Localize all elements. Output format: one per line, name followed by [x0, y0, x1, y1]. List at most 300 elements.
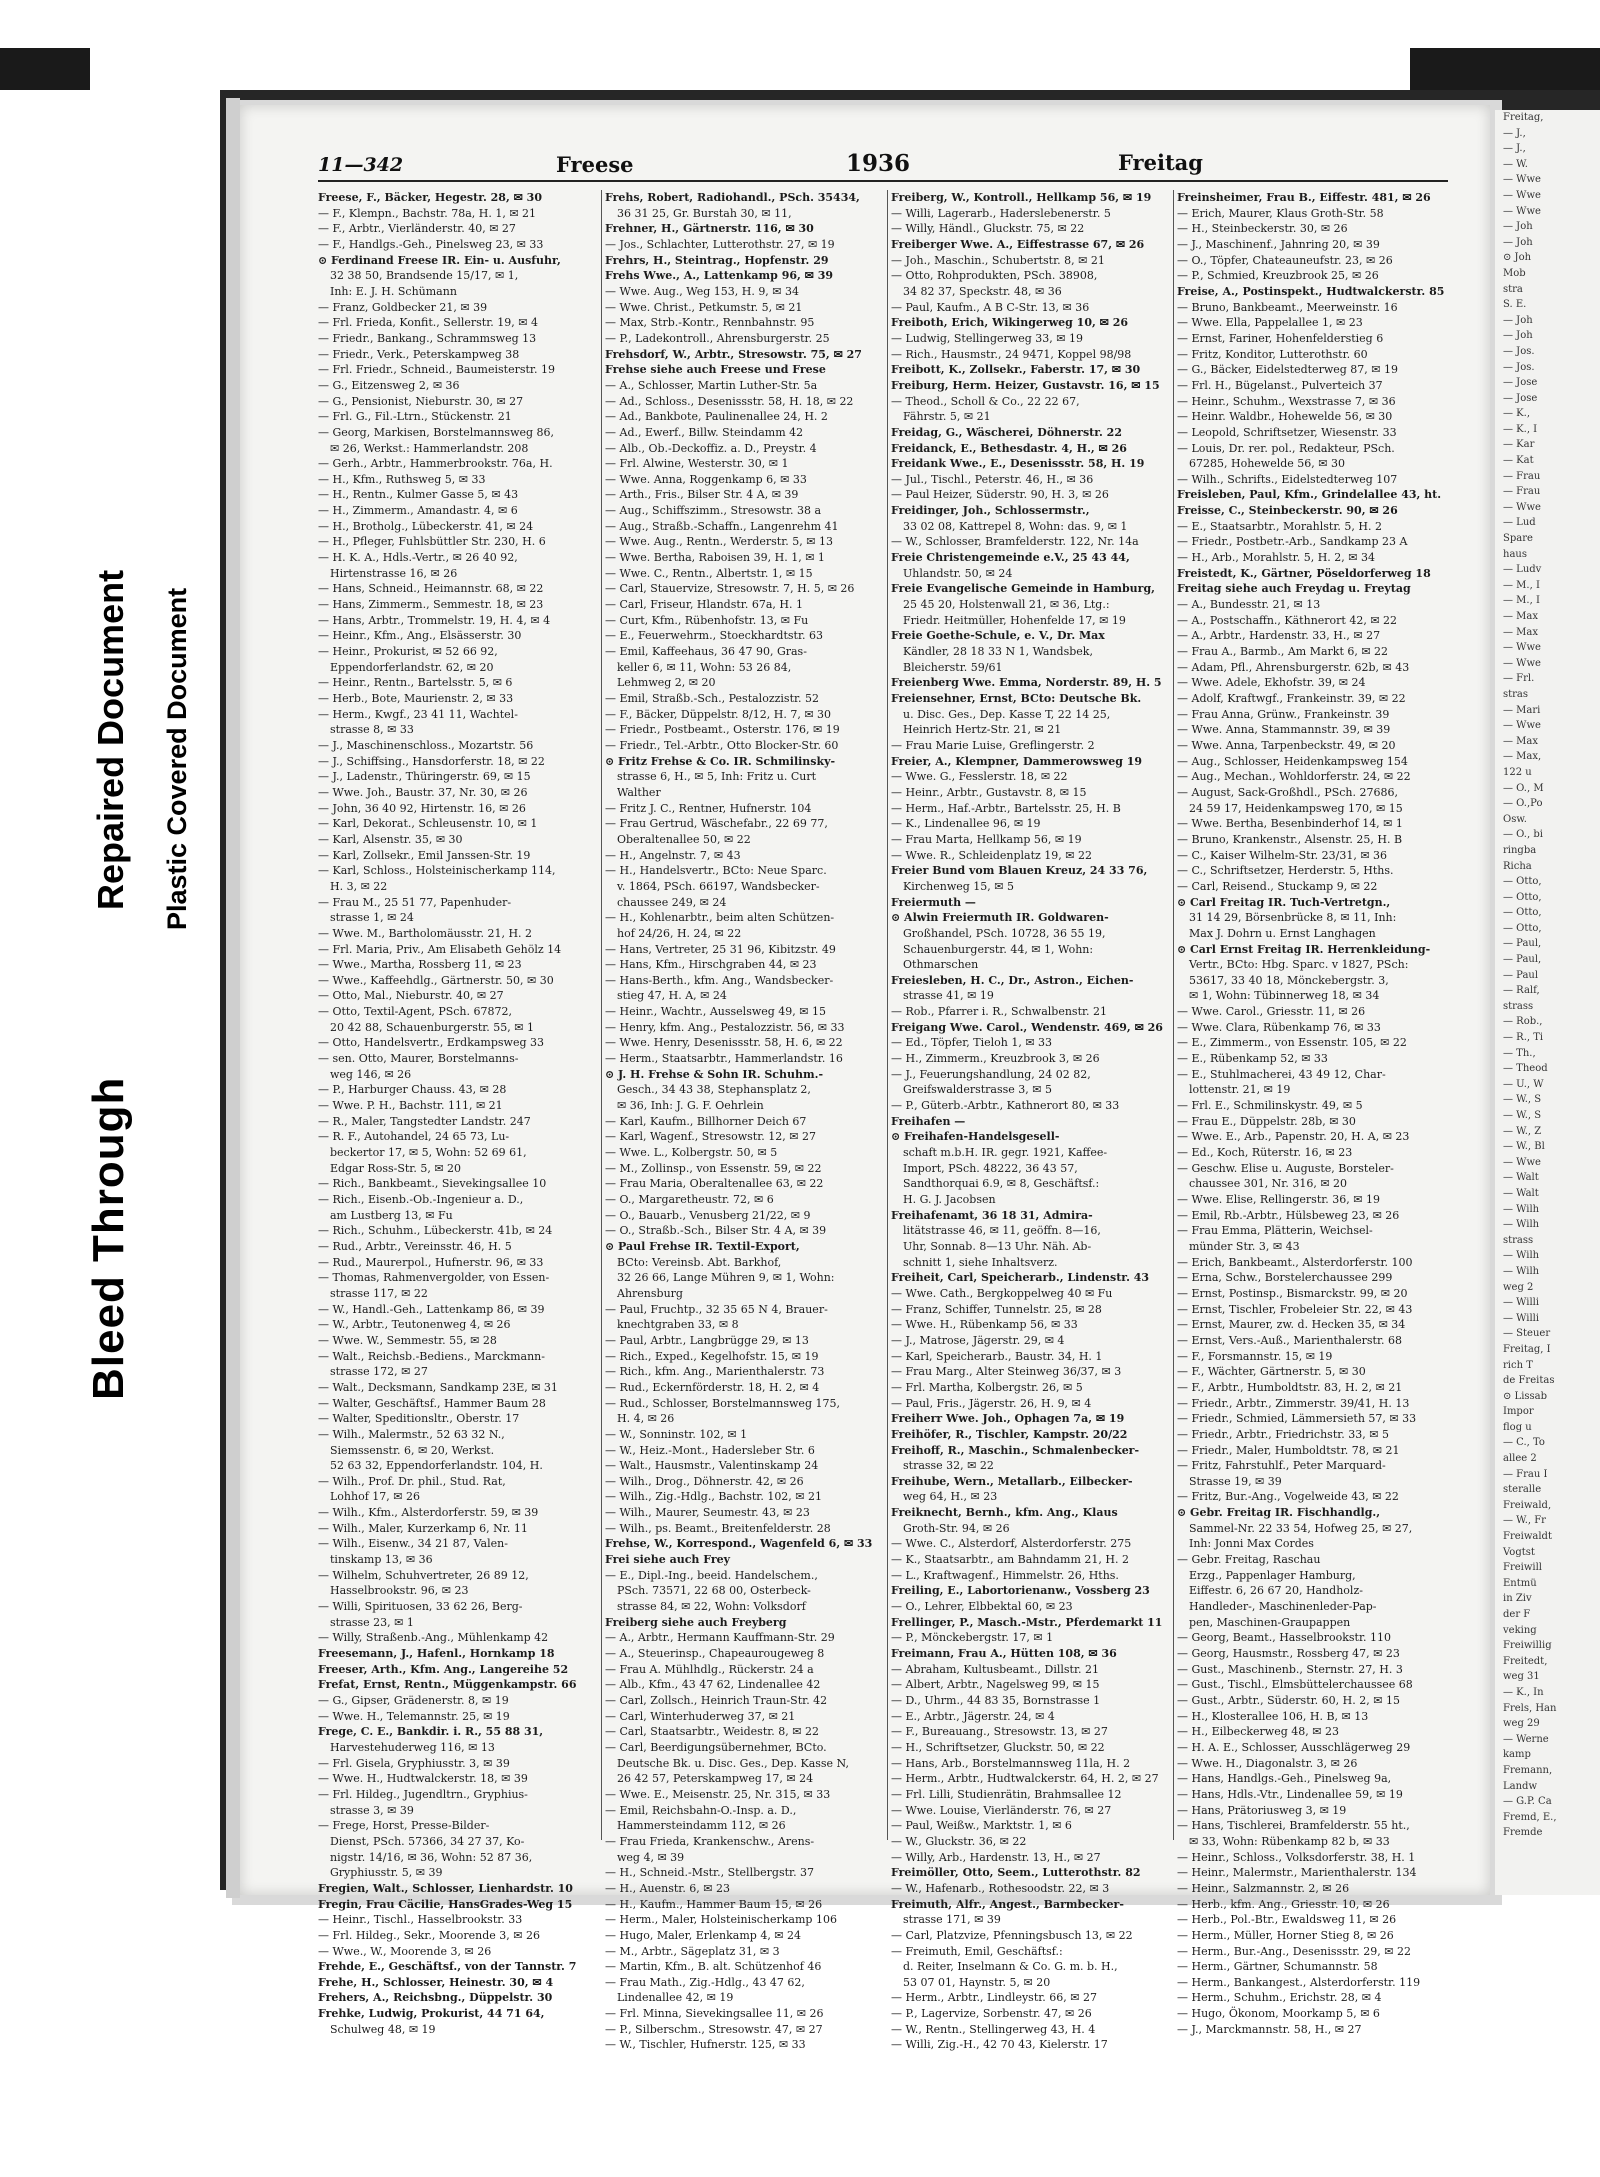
- directory-entry: Freistedt, K., Gärtner, Pöseldorferweg 18: [1177, 566, 1431, 580]
- directory-entry: Freisse, C., Steinbeckerstr. 90, ✉ 26: [1177, 504, 1398, 518]
- directory-entry: — Friedr., Bankang., Schrammsweg 13: [318, 331, 537, 345]
- directory-entry: — Theod., Scholl & Co., 22 22 67,: [891, 394, 1080, 408]
- next-page-entry-fragment: — U., W: [1503, 1078, 1544, 1090]
- directory-entry: stieg 47, H. A, ✉ 24: [617, 989, 727, 1003]
- directory-entry: — J., Matrose, Jägerstr. 29, ✉ 4: [891, 1333, 1065, 1347]
- directory-entry: Frehs Wwe., A., Lattenkamp 96, ✉ 39: [605, 269, 834, 283]
- directory-entry: 53617, 33 40 18, Mönckebergstr. 3,: [1189, 973, 1389, 987]
- directory-entry: chaussee 249, ✉ 24: [617, 895, 727, 909]
- directory-entry: Hirtenstrasse 16, ✉ 26: [330, 566, 458, 580]
- directory-entry: Frehse siehe auch Freese und Frese: [605, 363, 826, 377]
- directory-entry: — Frl. Friedr., Schneid., Baumeisterstr. 19: [318, 363, 555, 377]
- directory-entry: — Bruno, Bankbeamt., Meerweinstr. 16: [1177, 300, 1398, 314]
- directory-entry: Freiheit, Carl, Speicherarb., Lindenstr. 43: [891, 1271, 1150, 1285]
- directory-entry: — G., Bäcker, Eidelstedterweg 87, ✉ 19: [1177, 363, 1398, 377]
- next-page-entry-fragment: weg 31: [1503, 1671, 1540, 1683]
- next-page-entry-fragment: ⊙ Joh: [1503, 252, 1532, 264]
- directory-entry: Frei siehe auch Frey: [605, 1553, 731, 1567]
- directory-entry: — Frau Math., Zig.-Hdlg., 43 47 62,: [605, 1975, 805, 1989]
- header-last-word: Freitag: [1118, 150, 1203, 175]
- directory-entry: — Rud., Arbtr., Vereinsstr. 46, H. 5: [318, 1239, 512, 1253]
- next-page-entry-fragment: — R., Ti: [1503, 1032, 1544, 1044]
- column-2: [605, 190, 881, 2052]
- directory-entry: — H., Kohlenarbtr., beim alten Schützen-: [605, 911, 835, 925]
- directory-entry: — Erich, Maurer, Klaus Groth-Str. 58: [1177, 206, 1384, 220]
- directory-entry: — Frl. Martha, Kolbergstr. 26, ✉ 5: [891, 1380, 1083, 1394]
- directory-entry: Harvestehuderweg 116, ✉ 13: [330, 1740, 495, 1754]
- directory-entry: — Carl, Platzvize, Pfenningsbusch 13, ✉ 22: [891, 1928, 1133, 1942]
- directory-entry: Handleder-, Maschinenleder-Pap-: [1189, 1600, 1377, 1614]
- directory-entry: Eiffestr. 6, 26 67 20, Handholz-: [1189, 1584, 1363, 1598]
- directory-entry: Lohhof 17, ✉ 26: [330, 1490, 420, 1504]
- directory-entry: — H., Klosterallee 106, H. B, ✉ 13: [1177, 1709, 1369, 1723]
- next-page-entry-fragment: — C., To: [1503, 1437, 1545, 1449]
- directory-entry: ⊙ Ferdinand Freese IR. Ein- u. Ausfuhr,: [318, 253, 561, 267]
- directory-entry: — H., Zimmerm., Amandastr. 4, ✉ 6: [318, 504, 518, 518]
- next-page-entry-fragment: — Frau I: [1503, 1468, 1548, 1480]
- directory-entry: — Wilh., Maurer, Seumestr. 43, ✉ 23: [605, 1506, 810, 1520]
- directory-entry: — Wwe. C., Rentn., Albertstr. 1, ✉ 15: [605, 566, 813, 580]
- directory-entry: Inh: Jonni Max Cordes: [1189, 1537, 1314, 1551]
- next-page-entry-fragment: Fremd, E.,: [1503, 1811, 1557, 1823]
- directory-entry: — Ad., Bankbote, Paulinenallee 24, H. 2: [605, 410, 828, 424]
- directory-entry: strasse 171, ✉ 39: [903, 1913, 1001, 1927]
- directory-entry: Frehke, Ludwig, Prokurist, 44 71 64,: [318, 2007, 545, 2021]
- directory-entry: — J., Schiffsing., Hansdorferstr. 18, ✉ 22: [318, 754, 545, 768]
- directory-entry: ⊙ Alwin Freiermuth IR. Goldwaren-: [891, 911, 1109, 925]
- directory-entry: — P., Mönckebergstr. 17, ✉ 1: [891, 1631, 1054, 1645]
- directory-entry: Freiesleben, H. C., Dr., Astron., Eichen-: [891, 973, 1134, 987]
- page-edge: [226, 98, 240, 1898]
- directory-entry: — D., Uhrm., 44 83 35, Bornstrasse 1: [891, 1694, 1101, 1707]
- directory-entry: — Joh., Maschin., Schubertstr. 8, ✉ 21: [891, 253, 1105, 267]
- next-page-entry-fragment: — K., I: [1503, 423, 1538, 435]
- next-page-entry-fragment: Freiwill: [1503, 1562, 1542, 1574]
- directory-entry: — Walter, Geschäftsf., Hammer Baum 28: [318, 1396, 546, 1410]
- directory-entry: — Rich., Hausmstr., 24 9471, Koppel 98/98: [891, 347, 1132, 361]
- directory-entry: — Frau Marie Luise, Greflingerstr. 2: [891, 738, 1095, 752]
- directory-entry: Freidag, G., Wäscherei, Döhnerstr. 22: [891, 425, 1122, 439]
- next-page-entry-fragment: — Wilh: [1503, 1219, 1540, 1231]
- directory-entry: Frefat, Ernst, Rentn., Müggenkampstr. 66: [318, 1678, 577, 1692]
- directory-entry: — Walt., Reichsb.-Bediens., Marckmann-: [318, 1349, 545, 1363]
- directory-entry: — Wwe. Bertha, Besenbinderhof 14, ✉ 1: [1177, 817, 1403, 831]
- directory-entry: weg 4, ✉ 39: [617, 1850, 685, 1864]
- directory-entry: — Wwe. Aug., Rentn., Werderstr. 5, ✉ 13: [605, 535, 833, 549]
- directory-entry: — Friedr., Postbeamt., Osterstr. 176, ✉ 19: [605, 723, 840, 737]
- directory-entry: — P., Güterb.-Arbtr., Kathnerort 80, ✉ 33: [891, 1099, 1120, 1113]
- directory-entry: Freidinger, Joh., Schlossermstr.,: [891, 504, 1090, 518]
- next-page-entry-fragment: stras: [1503, 688, 1529, 700]
- directory-entry: — Friedr., Schmied, Lämmersieth 57, ✉ 33: [1177, 1412, 1417, 1426]
- directory-entry: Freiberger Wwe. A., Eiffestrasse 67, ✉ 26: [891, 237, 1145, 251]
- directory-entry: — Wilh., Schrifts., Eidelstedterweg 107: [1177, 472, 1398, 486]
- directory-entry: — Friedr., Tel.-Arbtr., Otto Blocker-Str. 60: [605, 738, 839, 752]
- directory-entry: — J., Marckmannstr. 58, H., ✉ 27: [1177, 2022, 1362, 2036]
- directory-entry: — F., Forsmannstr. 15, ✉ 19: [1177, 1349, 1333, 1363]
- directory-entry: — O., Margaretheustr. 72, ✉ 6: [605, 1193, 774, 1206]
- directory-entry: 34 82 37, Speckstr. 48, ✉ 36: [903, 284, 1062, 298]
- directory-entry: — Heinr., Schuhm., Wexstrasse 7, ✉ 36: [1177, 394, 1396, 408]
- directory-entry: Lindenallee 42, ✉ 19: [617, 1991, 734, 2005]
- column-4: [1177, 190, 1453, 2036]
- directory-entry: — Gust., Tischl., Elmsbüttelerchaussee 68: [1177, 1678, 1413, 1692]
- next-page-entry-fragment: — Frl.: [1503, 673, 1535, 685]
- directory-entry: Schulweg 48, ✉ 19: [330, 2022, 436, 2036]
- directory-entry: — Ed., Töpfer, Tieloh 1, ✉ 33: [891, 1036, 1053, 1050]
- directory-entry: — Albert, Arbtr., Nagelsweg 99, ✉ 15: [891, 1678, 1100, 1692]
- directory-entry: — Arth., Fris., Bilser Str. 4 A, ✉ 39: [605, 488, 799, 502]
- directory-entry: — Herb., Bote, Maurienstr. 2, ✉ 33: [318, 692, 514, 705]
- directory-entry: — Fritz, Fahrstuhlf., Peter Marquard-: [1177, 1459, 1386, 1473]
- directory-entry: — H., Pfleger, Fuhlsbüttler Str. 230, H. 6: [318, 535, 546, 549]
- directory-entry: — Wwe. Henry, Desenissstr. 58, H. 6, ✉ 22: [605, 1036, 843, 1050]
- directory-entry: — Herm., Arbtr., Lindleystr. 66, ✉ 27: [891, 1991, 1097, 2005]
- directory-entry: Friedr. Heitmüller, Hohenfelde 17, ✉ 19: [903, 613, 1126, 627]
- directory-entry: — Paul, Fruchtp., 32 35 65 N 4, Brauer-: [605, 1302, 828, 1316]
- directory-entry: Walther: [617, 785, 661, 799]
- directory-entry: — Wwe. Ella, Pappelallee 1, ✉ 23: [1177, 316, 1363, 330]
- directory-entry: — Herm., Haf.-Arbtr., Bartelsstr. 25, H. B: [891, 801, 1121, 815]
- directory-entry: Hammersteindamm 112, ✉ 26: [617, 1819, 786, 1833]
- directory-entry: — Wwe. H., Hudtwalckerstr. 18, ✉ 39: [318, 1772, 528, 1786]
- directory-entry: — Hans, Handlgs.-Geh., Pinelsweg 9a,: [1177, 1772, 1392, 1786]
- directory-entry: — Gebr. Freitag, Raschau: [1177, 1553, 1321, 1567]
- next-page-entry-fragment: steralle: [1503, 1484, 1542, 1496]
- directory-entry: 36 31 25, Gr. Burstah 30, ✉ 11,: [617, 206, 792, 220]
- directory-entry: — K., Staatsarbtr., am Bahndamm 21, H. 2: [891, 1553, 1129, 1567]
- next-page-entry-fragment: Vogtst: [1503, 1546, 1535, 1558]
- scan-top-gap: [90, 48, 1410, 90]
- directory-entry: — E., Rübenkamp 52, ✉ 33: [1177, 1052, 1328, 1066]
- directory-entry: — Wilh., Prof. Dr. phil., Stud. Rat,: [318, 1474, 506, 1488]
- next-page-entry-fragment: Fremann,: [1503, 1764, 1553, 1776]
- directory-entry: — Karl, Kaufm., Billhorner Deich 67: [605, 1114, 807, 1128]
- directory-entry: — Ernst, Fariner, Hohenfelderstieg 6: [1177, 331, 1384, 345]
- directory-entry: — H., Auenstr. 6, ✉ 23: [605, 1881, 731, 1895]
- next-page-entry-fragment: Freiwillig: [1503, 1640, 1552, 1652]
- next-page-entry-fragment: — Wwe: [1503, 642, 1541, 654]
- directory-entry: H. 4, ✉ 26: [617, 1412, 675, 1426]
- next-page-entry-fragment: Impor: [1503, 1406, 1534, 1418]
- directory-entry: — Wilh., ps. Beamt., Breitenfelderstr. 28: [605, 1521, 831, 1535]
- directory-entry: 20 42 88, Schauenburgerstr. 55, ✉ 1: [330, 1020, 534, 1034]
- next-page-entry-fragment: — W., Fr: [1503, 1515, 1546, 1527]
- next-page-entry-fragment: — Th.,: [1503, 1047, 1536, 1059]
- directory-entry: 53 07 01, Haynstr. 5, ✉ 20: [903, 1975, 1051, 1989]
- directory-entry: — Adolf, Kraftwgf., Frankeinstr. 39, ✉ 22: [1177, 692, 1406, 705]
- directory-entry: Freiling, E., Labortorienanw., Vossberg 23: [891, 1584, 1150, 1598]
- next-page-entry-fragment: Freitag, I: [1503, 1343, 1551, 1355]
- directory-entry: — Wwe. M., Bartholomäusstr. 21, H. 2: [318, 926, 533, 940]
- directory-entry: — Wwe. Joh., Baustr. 37, Nr. 30, ✉ 26: [318, 785, 528, 799]
- directory-entry: nigstr. 14/16, ✉ 36, Wohn: 52 87 36,: [330, 1850, 533, 1864]
- directory-entry: — Rud., Maurerpol., Hufnerstr. 96, ✉ 33: [318, 1255, 544, 1269]
- header-rule: [318, 180, 1448, 182]
- next-page-entry-fragment: rich T: [1503, 1359, 1533, 1371]
- directory-entry: — Otto, Handelsvertr., Erdkampsweg 33: [318, 1036, 544, 1050]
- directory-entry: — Heinr., Salzmannstr. 2, ✉ 26: [1177, 1881, 1350, 1895]
- page-number: 11—342: [318, 154, 404, 176]
- directory-entry: — Karl, Alsenstr. 35, ✉ 30: [318, 832, 463, 846]
- directory-entry: — Friedr., Arbtr., Friedrichstr. 33, ✉ 5: [1177, 1427, 1389, 1441]
- directory-entry: 33 02 08, Kattrepel 8, Wohn: das. 9, ✉ 1: [903, 519, 1128, 533]
- directory-entry: — Hans, Zimmerm., Semmestr. 18, ✉ 23: [318, 598, 544, 612]
- directory-entry: — H., Schriftsetzer, Gluckstr. 50, ✉ 22: [891, 1740, 1105, 1754]
- directory-entry: — Wwe. H., Telemannstr. 25, ✉ 19: [318, 1709, 510, 1723]
- directory-entry: — Franz, Goldbecker 21, ✉ 39: [318, 300, 488, 314]
- next-page-entry-fragment: — W., Bl: [1503, 1141, 1545, 1153]
- directory-entry: 52 63 32, Eppendorferlandstr. 104, H.: [330, 1459, 543, 1473]
- directory-entry: — C., Schriftsetzer, Herderstr. 5, Hths.: [1177, 864, 1394, 878]
- next-page-entry-fragment: — O., M: [1503, 782, 1544, 794]
- directory-entry: — Hans, Prätoriusweg 3, ✉ 19: [1177, 1803, 1347, 1817]
- directory-entry: Freihöfer, R., Tischler, Kampstr. 20/22: [891, 1427, 1128, 1441]
- directory-entry: Freihafenamt, 36 18 31, Admira-: [891, 1208, 1093, 1222]
- directory-entry: Import, PSch. 48222, 36 43 57,: [903, 1161, 1078, 1175]
- directory-entry: — Frau E., Düppelstr. 28b, ✉ 30: [1177, 1114, 1356, 1128]
- directory-entry: — R. F., Autohandel, 24 65 73, Lu-: [318, 1130, 510, 1144]
- directory-entry: — Fritz J. C., Rentner, Hufnerstr. 104: [605, 801, 812, 815]
- directory-entry: — Ernst, Vers.-Auß., Marienthalerstr. 68: [1177, 1333, 1403, 1347]
- next-page-entry-fragment: — Paul,: [1503, 954, 1542, 966]
- directory-entry: — Carl, Stauervize, Stresowstr. 7, H. 5, ✉ 26: [605, 582, 855, 596]
- directory-entry: — Wwe. Anna, Stammannstr. 39, ✉ 39: [1177, 723, 1391, 737]
- directory-entry: — Wilhelm, Schuhvertreter, 26 89 12,: [318, 1568, 529, 1582]
- directory-entry: — Frl. Hildeg., Jugendltrn., Gryphius-: [318, 1787, 528, 1801]
- directory-entry: — Hans, Vertreter, 25 31 96, Kibitzstr. 49: [605, 942, 836, 956]
- next-page-entry-fragment: Spare: [1503, 533, 1533, 545]
- next-page-entry-fragment: — Ludv: [1503, 564, 1542, 576]
- directory-entry: — Carl, Friseur, Hlandstr. 67a, H. 1: [605, 598, 803, 612]
- next-page-entry-fragment: Fremde: [1503, 1827, 1543, 1839]
- directory-entry: — Ad., Schloss., Desenissstr. 58, H. 18, ✉ 22: [605, 394, 854, 408]
- directory-entry: — Hans, Hdls.-Vtr., Lindenallee 59, ✉ 19: [1177, 1787, 1403, 1801]
- directory-entry: — Otto, Rohprodukten, PSch. 38908,: [891, 269, 1098, 283]
- directory-entry: ⊙ Fritz Frehse & Co. IR. Schmilinsky-: [605, 754, 836, 768]
- directory-entry: — Rud., Eckernförderstr. 18, H. 2, ✉ 4: [605, 1380, 820, 1394]
- next-page-entry-fragment: Freiwaldt: [1503, 1531, 1552, 1543]
- directory-entry: Inh: E. J. H. Schümann: [330, 284, 457, 298]
- directory-entry: keller 6, ✉ 11, Wohn: 53 26 84,: [617, 660, 792, 674]
- directory-entry: — Geschw. Elise u. Auguste, Borsteler-: [1177, 1161, 1394, 1175]
- next-page-entry-fragment: — Wwe: [1503, 501, 1541, 513]
- directory-entry: Freiberg siehe auch Freyberg: [605, 1615, 787, 1629]
- directory-entry: — H., Eilbeckerweg 48, ✉ 23: [1177, 1725, 1339, 1739]
- directory-entry: — P., Ladekontroll., Ahrensburgerstr. 25: [605, 331, 830, 345]
- directory-entry: Uhlandstr. 50, ✉ 24: [903, 566, 1013, 580]
- directory-entry: — Carl, Beerdigungsübernehmer, BCto.: [605, 1740, 827, 1754]
- directory-entry: — Frau Marta, Hellkamp 56, ✉ 19: [891, 832, 1082, 846]
- directory-entry: Bleicherstr. 59/61: [903, 660, 1003, 674]
- directory-entry: Freidanck, E., Bethesdastr. 4, H., ✉ 26: [891, 441, 1127, 455]
- directory-entry: litätstrasse 46, ✉ 11, geöffn. 8—16,: [903, 1224, 1101, 1238]
- directory-entry: — Frl. Lilli, Studienrätin, Brahmsallee 12: [891, 1787, 1122, 1801]
- directory-entry: Sandthorquai 6.9, ✉ 8, Geschäftsf.:: [903, 1177, 1100, 1191]
- directory-entry: — Frl. Hildeg., Sekr., Moorende 3, ✉ 26: [318, 1928, 540, 1942]
- directory-entry: 32 38 50, Brandsende 15/17, ✉ 1,: [330, 269, 519, 283]
- directory-entry: — W., Arbtr., Teutonenweg 4, ✉ 26: [318, 1318, 511, 1332]
- directory-entry: Kändler, 28 18 33 N 1, Wandsbek,: [903, 645, 1093, 659]
- directory-entry: — F., Wächter, Gärtnerstr. 5, ✉ 30: [1177, 1365, 1366, 1379]
- directory-entry: — Hugo, Maler, Erlenkamp 4, ✉ 24: [605, 1928, 802, 1942]
- directory-entry: — A., Schlosser, Martin Luther-Str. 5a: [605, 378, 818, 392]
- annotation-labels: [80, 440, 220, 1440]
- column-divider: [601, 190, 602, 1840]
- directory-entry: Frehner, H., Gärtnerstr. 116, ✉ 30: [605, 222, 814, 236]
- directory-entry: — F., Arbtr., Vierländerstr. 40, ✉ 27: [318, 222, 516, 236]
- next-page-entry-fragment: — Paul,: [1503, 938, 1542, 950]
- next-page-entry-fragment: ringba: [1503, 844, 1537, 856]
- directory-entry: — Emil, Rb.-Arbtr., Hülsbeweg 23, ✉ 26: [1177, 1208, 1400, 1222]
- directory-entry: ✉ 26, Werkst.: Hammerlandstr. 208: [330, 441, 529, 455]
- next-page-entry-fragment: — Joh: [1503, 330, 1533, 342]
- directory-entry: — Heinr., Prokurist, ✉ 52 66 92,: [318, 645, 498, 659]
- next-page-entry-fragment: weg 2: [1503, 1281, 1534, 1293]
- directory-entry: 25 45 20, Holstenwall 21, ✉ 36, Ltg.:: [903, 598, 1110, 612]
- directory-entry: — Carl, Staatsarbtr., Weidestr. 8, ✉ 22: [605, 1725, 819, 1739]
- directory-entry: tinskamp 13, ✉ 36: [330, 1553, 433, 1567]
- directory-entry: hof 24/26, H. 24, ✉ 22: [617, 926, 742, 940]
- directory-entry: — Herm., Müller, Horner Stieg 8, ✉ 26: [1177, 1928, 1394, 1942]
- directory-entry: — Karl, Speicherarb., Baustr. 34, H. 1: [891, 1349, 1103, 1363]
- directory-entry: — E., Staatsarbtr., Morahlstr. 5, H. 2: [1177, 519, 1382, 533]
- directory-entry: — Willy, Arb., Hardenstr. 13, H., ✉ 27: [891, 1850, 1101, 1864]
- directory-entry: Othmarschen: [903, 958, 979, 972]
- directory-entry: — Carl, Zollsch., Heinrich Traun-Str. 42: [605, 1694, 828, 1707]
- directory-entry: strasse 32, ✉ 22: [903, 1459, 994, 1473]
- next-page-entry-fragment: — Max: [1503, 626, 1539, 638]
- directory-entry: Freiensehner, Ernst, BCto: Deutsche Bk.: [891, 692, 1142, 705]
- next-page-entry-fragment: — Jos.: [1503, 345, 1535, 357]
- directory-entry: Freimann, Frau A., Hütten 108, ✉ 36: [891, 1647, 1117, 1661]
- directory-entry: strasse 172, ✉ 27: [330, 1365, 428, 1379]
- directory-entry: — Wwe. Anna, Roggenkamp 6, ✉ 33: [605, 472, 807, 486]
- directory-entry: — Wwe. Christ., Petkumstr. 5, ✉ 21: [605, 300, 803, 314]
- directory-entry: schaft m.b.H. IR. gegr. 1921, Kaffee-: [903, 1146, 1108, 1160]
- next-page-entry-fragment: — J.,: [1503, 127, 1526, 139]
- directory-entry: BCto: Vereinsb. Abt. Barkhof,: [617, 1255, 782, 1269]
- directory-entry: — Wwe. E., Meisenstr. 25, Nr. 315, ✉ 33: [605, 1787, 831, 1801]
- directory-entry: — Wwe. G., Fesslerstr. 18, ✉ 22: [891, 770, 1068, 784]
- directory-entry: — Ed., Koch, Rüterstr. 16, ✉ 23: [1177, 1146, 1353, 1160]
- directory-entry: strasse 117, ✉ 22: [330, 1286, 428, 1300]
- next-page-entry-fragment: — Walt: [1503, 1172, 1539, 1184]
- next-page-entry-fragment: strass: [1503, 1234, 1534, 1246]
- next-page-entry-fragment: — Lud: [1503, 517, 1536, 529]
- directory-entry: — Wwe., Kaffeehdlg., Gärtnerstr. 50, ✉ 30: [318, 973, 554, 987]
- next-page-entry-fragment: — Frau: [1503, 486, 1541, 498]
- directory-entry: weg 146, ✉ 26: [330, 1067, 412, 1081]
- directory-entry: Freiboth, Erich, Wikingerweg 10, ✉ 26: [891, 316, 1128, 330]
- directory-entry: Freibott, K., Zollsekr., Faberstr. 17, ✉ 30: [891, 363, 1141, 377]
- directory-entry: Max J. Dohrn u. Ernst Langhagen: [1189, 926, 1376, 940]
- directory-entry: — H., Brotholg., Lübeckerstr. 41, ✉ 24: [318, 519, 534, 533]
- directory-entry: — Alb., Kfm., 43 47 62, Lindenallee 42: [605, 1678, 821, 1692]
- directory-entry: — F., Bureauang., Stresowstr. 13, ✉ 27: [891, 1725, 1108, 1739]
- directory-entry: — J., Maschinenf., Jahnring 20, ✉ 39: [1177, 237, 1380, 251]
- directory-entry: — Ernst, Maurer, zw. d. Hecken 35, ✉ 34: [1177, 1318, 1406, 1332]
- directory-entry: Freiburg, Herm. Heizer, Gustavstr. 16, ✉ 15: [891, 378, 1160, 392]
- next-page-entry-fragment: — K.,: [1503, 408, 1531, 420]
- directory-entry: — J., Feuerungshandlung, 24 02 82,: [891, 1067, 1091, 1081]
- directory-entry: — W., Tischler, Hufnerstr. 125, ✉ 33: [605, 2038, 806, 2052]
- directory-entry: Freimöller, Otto, Seem., Lutterothstr. 82: [891, 1866, 1141, 1880]
- next-page-entry-fragment: — Paul: [1503, 969, 1539, 981]
- directory-entry: — Frau M., 25 51 77, Papenhuder-: [318, 895, 512, 909]
- directory-entry: Greifswalderstrasse 3, ✉ 5: [903, 1083, 1052, 1097]
- next-page-entry-fragment: — Walt: [1503, 1187, 1539, 1199]
- directory-entry: — H., Zimmerm., Kreuzbrook 3, ✉ 26: [891, 1052, 1100, 1066]
- directory-entry: — Rich., Bankbeamt., Sievekingsallee 10: [318, 1177, 547, 1191]
- directory-entry: d. Reiter, Inselmann & Co. G. m. b. H.,: [903, 1960, 1118, 1974]
- directory-entry: 32 26 66, Lange Mühren 9, ✉ 1, Wohn:: [617, 1271, 835, 1285]
- directory-entry: — G., Eitzensweg 2, ✉ 36: [318, 378, 460, 392]
- directory-entry: Deutsche Bk. u. Disc. Ges., Dep. Kasse N,: [617, 1756, 849, 1770]
- directory-entry: Freier, A., Klempner, Dammerowsweg 19: [891, 754, 1143, 768]
- directory-entry: — H., Handelsvertr., BCto: Neue Sparc.: [605, 864, 827, 878]
- directory-entry: — Friedr., Verk., Peterskampweg 38: [318, 347, 520, 361]
- directory-entry: — Heinr., Wachtr., Ausselsweg 49, ✉ 15: [605, 1005, 827, 1019]
- directory-entry: Lehmweg 2, ✉ 20: [617, 676, 716, 690]
- directory-entry: — E., Arbtr., Jägerstr. 24, ✉ 4: [891, 1709, 1055, 1723]
- directory-entry: — A., Postschaffn., Käthnerort 42, ✉ 22: [1177, 613, 1398, 627]
- directory-entry: — P., Harburger Chauss. 43, ✉ 28: [318, 1083, 507, 1097]
- directory-entry: Frehrs, H., Steintrag., Hopfenstr. 29: [605, 253, 829, 267]
- next-page-entry-fragment: Mob: [1503, 267, 1526, 279]
- directory-entry: Schauenburgerstr. 44, ✉ 1, Wohn:: [903, 942, 1094, 956]
- directory-entry: — Frau Maria, Oberaltenallee 63, ✉ 22: [605, 1177, 824, 1191]
- directory-entry: — C., Kaiser Wilhelm-Str. 23/31, ✉ 36: [1177, 848, 1388, 862]
- next-page-entry-fragment: — Jos.: [1503, 361, 1535, 373]
- directory-entry: — E., Dipl.-Ing., beeid. Handelschem.,: [605, 1568, 818, 1582]
- directory-entry: — Frl. Gisela, Gryphiusstr. 3, ✉ 39: [318, 1756, 510, 1770]
- directory-entry: Frehsdorf, W., Arbtr., Stresowstr. 75, ✉ 27: [605, 347, 862, 361]
- next-page-entry-fragment: — Otto,: [1503, 907, 1542, 919]
- directory-entry: — Rich., Schuhm., Lübeckerstr. 41b, ✉ 24: [318, 1224, 553, 1238]
- directory-entry: — Willi, Zig.-H., 42 70 43, Kielerstr. 17: [891, 2038, 1108, 2052]
- next-page-entry-fragment: — Wwe: [1503, 1156, 1541, 1168]
- directory-entry: — Carl, Winterhuderweg 37, ✉ 21: [605, 1709, 796, 1723]
- directory-entry: — Frl. Minna, Sievekingsallee 11, ✉ 26: [605, 2007, 824, 2021]
- next-page-entry-fragment: Frels, Han: [1503, 1702, 1557, 1714]
- directory-entry: Freie Christengemeinde e.V., 25 43 44,: [891, 551, 1130, 565]
- directory-entry: Hasselbrookstr. 96, ✉ 23: [330, 1584, 469, 1598]
- directory-entry: — Rich., Eisenb.-Ob.-Ingenieur a. D.,: [318, 1193, 524, 1206]
- directory-entry: — Paul, Arbtr., Langbrügge 29, ✉ 13: [605, 1333, 809, 1347]
- header-year: 1936: [846, 150, 911, 177]
- directory-entry: — Leopold, Schriftsetzer, Wiesenstr. 33: [1177, 425, 1397, 439]
- directory-entry: ⊙ Freihafen-Handelsgesell-: [891, 1130, 1060, 1144]
- directory-entry: — Frau Frieda, Krankenschw., Arens-: [605, 1834, 815, 1848]
- directory-entry: Frehe, H., Schlosser, Heinestr. 30, ✉ 4: [318, 1975, 554, 1989]
- directory-entry: — Wilh., Eisenw., 34 21 87, Valen-: [318, 1537, 508, 1551]
- next-page-entry-fragment: weg 29: [1503, 1718, 1540, 1730]
- next-page-entry-fragment: — Jose: [1503, 392, 1538, 404]
- header-first-word: Freese: [556, 152, 634, 177]
- directory-entry: Freie Evangelische Gemeinde in Hamburg,: [891, 582, 1155, 596]
- next-page-entry-fragment: — Wwe: [1503, 205, 1541, 217]
- directory-entry: — Frau Gertrud, Wäschefabr., 22 69 77,: [605, 817, 828, 831]
- next-page-entry-fragment: — Wilh: [1503, 1203, 1540, 1215]
- directory-entry: — Curt, Kfm., Rübenhofstr. 13, ✉ Fu: [605, 613, 809, 627]
- directory-entry: — Frau A. Mühlhdlg., Rückerstr. 24 a: [605, 1662, 814, 1676]
- directory-entry: am Lustberg 13, ✉ Fu: [330, 1208, 453, 1222]
- directory-entry: — Alb., Ob.-Deckoffiz. a. D., Preystr. 4: [605, 441, 817, 455]
- next-page-entry-fragment: — Mari: [1503, 704, 1541, 716]
- directory-entry: chaussee 301, Nr. 316, ✉ 20: [1189, 1177, 1348, 1191]
- directory-entry: Freihube, Wern., Metallarb., Eilbecker-: [891, 1474, 1133, 1488]
